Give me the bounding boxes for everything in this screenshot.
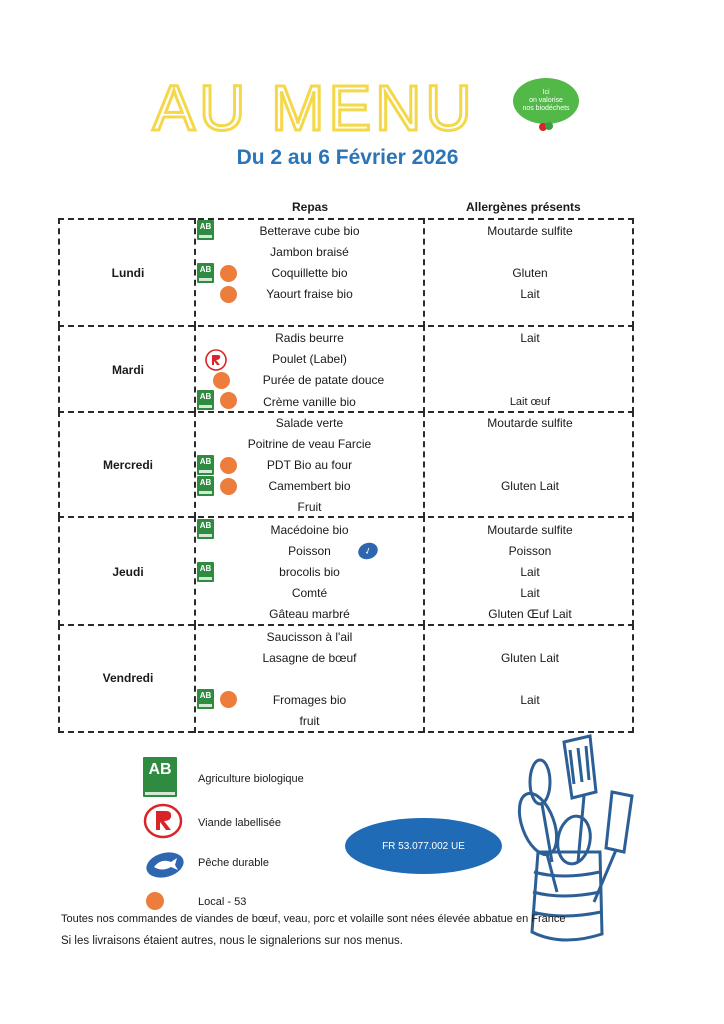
dish: Poulet (Label)	[272, 352, 347, 366]
dish: Crème vanille bio	[263, 395, 356, 409]
day-name: Vendredi	[102, 671, 154, 685]
table-row	[60, 497, 632, 518]
table-row	[60, 541, 632, 562]
dish: Yaourt fraise bio	[266, 287, 353, 301]
local-dot-icon	[220, 478, 237, 495]
table-row	[60, 690, 632, 711]
approval-number: FR 53.077.002 UE	[382, 840, 465, 852]
local-dot-icon	[220, 265, 237, 282]
dish: fruit	[299, 714, 320, 728]
menu-title-text: AU MENU	[152, 72, 476, 140]
biowaste-badge-text	[513, 78, 579, 124]
allergen: Gluten Lait	[500, 651, 560, 665]
dish: PDT Bio au four	[266, 458, 353, 472]
local-dot-icon	[220, 286, 237, 303]
table-row	[60, 370, 632, 391]
day-block-vendredi	[58, 624, 634, 733]
dish: Fruit	[297, 500, 322, 514]
table-row	[60, 284, 632, 305]
label-rouge-icon	[143, 803, 183, 839]
footer-origin-notice: Toutes nos commandes de viandes de bœuf, veau, porc et volaille sont nées élevée abbatue en France	[61, 913, 566, 925]
dish: Poisson	[288, 544, 331, 558]
table-row	[60, 434, 632, 455]
legend-organic-label: Agriculture biologique	[198, 773, 304, 785]
footer-delivery-notice: Si les livraisons étaient autres, nous le signalerions sur nos menus.	[61, 935, 403, 947]
badge-line-1: Ici	[542, 89, 550, 96]
badge-line-2: on valorise	[529, 97, 563, 104]
dish: Coquillette bio	[271, 266, 348, 280]
label-rouge-icon	[205, 349, 227, 371]
msc-fish-icon	[145, 850, 185, 880]
allergen: Moutarde sulfite	[487, 523, 573, 537]
organic-ab-icon: AB	[197, 476, 214, 496]
legend-local-label: Local - 53	[198, 896, 247, 908]
menu-title	[134, 72, 494, 140]
allergen: Moutarde sulfite	[487, 224, 573, 238]
table-row	[60, 413, 632, 434]
day-name: Jeudi	[112, 565, 144, 579]
allergen: Gluten	[512, 266, 548, 280]
allergen: Gluten Œuf Lait	[488, 607, 572, 621]
legend-organic	[143, 757, 177, 797]
dish: Radis beurre	[275, 331, 344, 345]
dish: Camembert bio	[268, 479, 351, 493]
organic-ab-icon: AB	[197, 519, 214, 539]
dish: Macédoine bio	[270, 523, 349, 537]
allergen: Lait	[520, 331, 540, 345]
allergen: Lait	[520, 565, 540, 579]
table-row	[60, 221, 632, 242]
organic-ab-icon: AB	[143, 757, 177, 797]
dish: Comté	[291, 586, 328, 600]
dish: Poitrine de veau Farcie	[247, 437, 372, 451]
date-range: Du 2 au 6 Février 2026	[236, 146, 459, 169]
local-dot-icon	[213, 372, 230, 389]
day-name: Mardi	[111, 363, 144, 377]
msc-fish-icon: ✓	[356, 540, 380, 562]
dish: Jambon braisé	[270, 245, 349, 259]
dish: Lasagne de bœuf	[262, 651, 357, 665]
dish: Purée de patate douce	[262, 373, 385, 387]
allergen: Lait	[520, 586, 540, 600]
local-dot-icon	[146, 892, 164, 910]
table-row	[60, 562, 632, 583]
badge-logo-icon	[537, 120, 555, 132]
organic-ab-icon: AB	[197, 390, 214, 410]
table-row	[60, 711, 632, 732]
biowaste-badge	[513, 78, 579, 134]
local-dot-icon	[220, 691, 237, 708]
table-row	[60, 263, 632, 284]
organic-ab-icon: AB	[197, 455, 214, 475]
day-name: Lundi	[111, 266, 145, 280]
organic-ab-icon: AB	[197, 263, 214, 283]
approval-number-oval	[345, 818, 502, 874]
allergen: Lait œuf	[509, 396, 551, 408]
table-row	[60, 242, 632, 263]
organic-ab-icon: AB	[197, 562, 214, 582]
day-block-mercredi	[58, 411, 634, 518]
allergens-column-header: Allergènes présents	[466, 200, 581, 214]
dish: Fromages bio	[272, 693, 347, 707]
day-block-lundi	[58, 218, 634, 327]
table-row	[60, 604, 632, 625]
dish: brocolis bio	[279, 565, 340, 579]
dish: Betterave cube bio	[259, 224, 360, 238]
table-row	[60, 392, 632, 413]
local-dot-icon	[220, 457, 237, 474]
allergen: Lait	[520, 693, 540, 707]
table-row	[60, 520, 632, 541]
table-row	[60, 476, 632, 497]
organic-ab-icon: AB	[197, 220, 214, 240]
legend-label-meat-label: Viande labellisée	[198, 817, 281, 829]
dish: Saucisson à l'ail	[266, 630, 353, 644]
legend-sustainable-fishing-label: Pêche durable	[198, 857, 269, 869]
table-row	[60, 627, 632, 648]
table-row	[60, 583, 632, 604]
dish: Salade verte	[275, 416, 344, 430]
table-row	[60, 648, 632, 669]
meals-column-header: Repas	[292, 200, 329, 214]
day-block-jeudi	[58, 516, 634, 626]
local-dot-icon	[220, 392, 237, 409]
day-name: Mercredi	[102, 458, 154, 472]
table-row	[60, 669, 632, 690]
day-block-mardi	[58, 325, 634, 413]
allergen: Gluten Lait	[500, 479, 560, 493]
allergen: Lait	[520, 287, 540, 301]
badge-line-3: nos biodéchets	[522, 105, 570, 112]
allergen: Moutarde sulfite	[487, 416, 573, 430]
dish: Gâteau marbré	[269, 607, 350, 621]
allergen: Poisson	[508, 544, 552, 558]
table-row	[60, 349, 632, 370]
table-row	[60, 328, 632, 349]
table-row	[60, 455, 632, 476]
organic-ab-icon: AB	[197, 689, 214, 709]
